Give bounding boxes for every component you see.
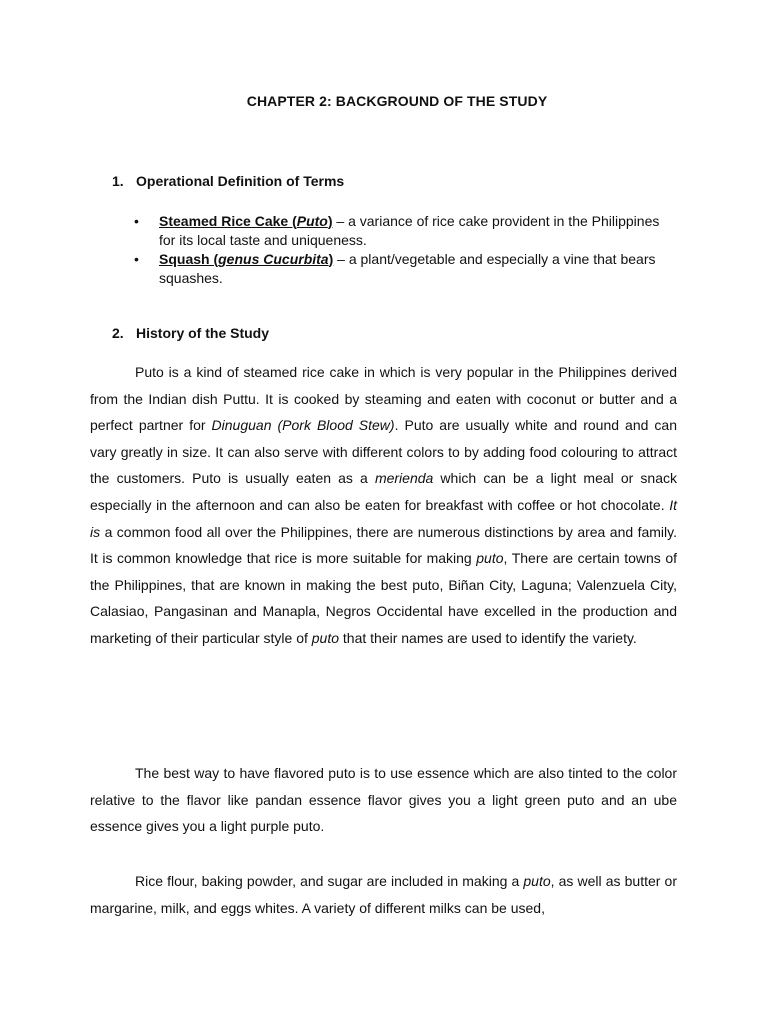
paragraph-flavor: The best way to have flavored puto is to use essence which are also tinted to the color relative to the flavor like pandan essence flavor gives you a light green puto and an ube essence gives you a light purple puto. <box>90 765 677 835</box>
term-definition: – a variance of rice cake provident in the Philippines for its local taste and uniqueness. <box>159 213 660 248</box>
section-title: Operational Definition of Terms <box>136 173 345 189</box>
section-title: History of the Study <box>136 325 270 341</box>
section-number: 2. <box>112 325 124 341</box>
section-heading-definitions <box>112 173 344 189</box>
terms-list <box>134 212 674 288</box>
term-definition: – a plant/vegetable and especially a vine that bears squashes. <box>159 251 656 286</box>
bullet-icon: • <box>134 251 139 267</box>
list-item <box>134 212 674 250</box>
term-name: Steamed Rice Cake (Puto) <box>159 213 333 229</box>
section-heading-history <box>112 325 269 341</box>
paragraph-ingredients: Rice flour, baking powder, and sugar are included in making a puto, as well as butter or margarine, milk, and eggs whites. A variety of different milks can be used, <box>90 873 677 916</box>
bullet-icon: • <box>134 213 139 229</box>
term-name: Squash (genus Cucurbita) <box>159 251 334 267</box>
list-item <box>134 250 674 288</box>
section-number: 1. <box>112 173 124 189</box>
chapter-title: CHAPTER 2: BACKGROUND OF THE STUDY <box>246 93 548 109</box>
paragraph-history: Puto is a kind of steamed rice cake in which is very popular in the Philippines derived from the Indian dish Puttu. It is cooked by steaming and eaten with coconut or butter and a perfect partner for Dinuguan (Pork Blood Stew). Puto are usually white and round and can vary greatly in size. It can also serve with different colors to by adding food colouring to attract the customers. Puto is usually eaten as a merienda which can be a light meal or snack especially in the afternoon and can also be eaten for breakfast with coffee or hot chocolate. It is a common food all over the Philippines, there are numerous distinctions by area and family. It is common knowledge that rice is more suitable for making puto, There are certain towns of the Philippines, that are known in making the best puto, Biñan City, Laguna; Valenzuela City, Calasiao, Pangasinan and Manapla, Negros Occidental have excelled in the production and marketing of their particular style of puto that their names are used to identify the variety. <box>90 364 678 646</box>
